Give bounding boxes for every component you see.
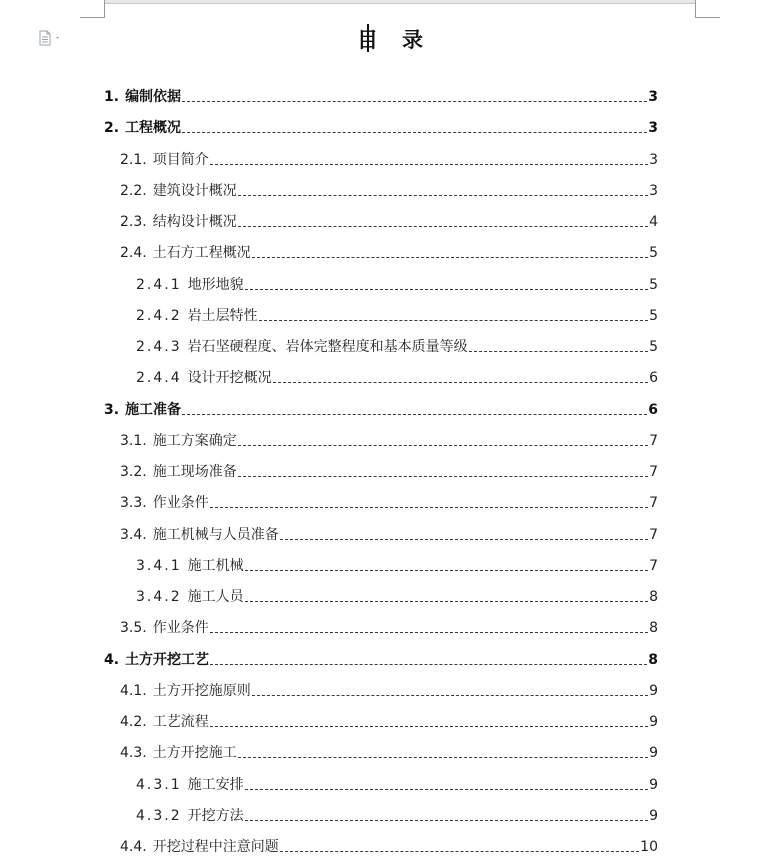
toc-entry-number: 2.3. [120, 214, 147, 230]
toc-entry-text: 施工方案确定 [152, 433, 237, 449]
toc-entry[interactable] [136, 774, 658, 794]
toc-entry[interactable] [120, 742, 658, 762]
toc-entry-text: 作业条件 [152, 620, 209, 636]
toc-entry-label [120, 682, 251, 700]
toc-entry[interactable] [120, 149, 658, 169]
toc-leader-line [210, 632, 648, 633]
toc-entry-text: 施工准备 [125, 402, 182, 418]
toc-page-number: 9 [649, 745, 658, 761]
toc-entry-text: 建筑设计概况 [152, 183, 237, 199]
toc-entry-label [136, 338, 468, 356]
toc-entry[interactable] [136, 555, 658, 575]
toc-page-number: 3 [648, 120, 658, 136]
toc-page-number: 5 [649, 277, 658, 293]
toc-entry-label [120, 463, 237, 481]
title-char-second: 录 [402, 27, 425, 52]
toc-page-number: 8 [648, 652, 658, 668]
toc-entry-number: 4. [104, 652, 120, 668]
toc-entry[interactable] [104, 86, 658, 106]
toc-leader-line [245, 820, 648, 821]
toc-page-number: 7 [649, 495, 658, 511]
toc-entry-number: 4.3.1 [136, 777, 182, 793]
toc-leader-line [210, 164, 648, 165]
toc-entry[interactable] [120, 180, 658, 200]
toc-entry-text: 开挖方法 [187, 808, 244, 824]
toc-entry-number: 3.4.1 [136, 558, 182, 574]
toc-entry[interactable] [104, 399, 658, 419]
toc-entry-text: 作业条件 [152, 495, 209, 511]
title-char-first: 目 [357, 27, 380, 52]
toc-page-number: 10 [640, 839, 658, 855]
toc-entry-label [120, 213, 237, 231]
toc-entry-number: 3.1. [120, 433, 147, 449]
toc-entry-number: 2.4.3 [136, 339, 182, 355]
toc-leader-line [273, 382, 648, 383]
toc-entry-label [136, 588, 244, 606]
toc-entry-text: 施工现场准备 [152, 464, 237, 480]
toc-entry-number: 3.4.2 [136, 589, 182, 605]
toc-page-number: 3 [649, 183, 658, 199]
toc-entry[interactable] [120, 461, 658, 481]
toc-entry-label [120, 182, 237, 200]
toc-leader-line [245, 570, 648, 571]
toc-entry-text: 岩土层特性 [187, 308, 258, 324]
toc-entry[interactable] [120, 524, 658, 544]
toc-entry-label [120, 494, 209, 512]
toc-entry-text: 施工人员 [187, 589, 244, 605]
toc-entry[interactable] [136, 805, 658, 825]
toc-page-number: 3 [648, 89, 658, 105]
toc-entry-label [136, 557, 244, 575]
toc-leader-line [259, 320, 648, 321]
toc-page-number: 5 [649, 308, 658, 324]
toc-leader-line [245, 601, 648, 602]
toc-entry-label [120, 713, 209, 731]
toc-entry-label [120, 744, 237, 762]
toc-entry-label [120, 526, 279, 544]
toc-entry-label [136, 807, 244, 825]
toc-entry-text: 土方开挖施原则 [152, 683, 251, 699]
toc-entry-text: 土方开挖施工 [152, 745, 237, 761]
toc-entry[interactable] [136, 336, 658, 356]
toc-entry[interactable] [120, 680, 658, 700]
toc-leader-line [238, 195, 648, 196]
toc-leader-line [182, 414, 647, 415]
toc-page-number: 5 [649, 245, 658, 261]
toc-entry-text: 土石方工程概况 [152, 245, 251, 261]
toc-entry-label [120, 151, 209, 169]
toc-entry-label [104, 119, 181, 137]
toc-page-number: 9 [649, 714, 658, 730]
toc-entry-text: 设计开挖概况 [187, 370, 272, 386]
toc-entry-text: 编制依据 [125, 89, 182, 105]
toc-entry[interactable] [104, 649, 658, 669]
toc-leader-line [245, 789, 648, 790]
toc-entry[interactable] [120, 211, 658, 231]
toc-entry-number: 2.4.2 [136, 308, 182, 324]
toc-entry-text: 岩石坚硬程度、岩体完整程度和基本质量等级 [187, 339, 468, 355]
toc-entry-text: 地形地貌 [187, 277, 244, 293]
toc-entry-text: 施工机械与人员准备 [152, 527, 279, 543]
toc-entry[interactable] [120, 242, 658, 262]
toc-entry-text: 施工机械 [187, 558, 244, 574]
toc-leader-line [210, 726, 648, 727]
toc-page-number: 7 [649, 527, 658, 543]
toc-entry[interactable] [104, 117, 658, 137]
toc-leader-line [210, 507, 648, 508]
toc-page-number: 9 [649, 808, 658, 824]
toc-entry-label [104, 651, 209, 669]
toc-entry-label [120, 619, 209, 637]
toc-entry-number: 3. [104, 402, 120, 418]
toc-entry-text: 土方开挖工艺 [125, 652, 210, 668]
toc-page-number: 4 [649, 214, 658, 230]
toc-page-number: 8 [649, 589, 658, 605]
toc-page-number: 8 [649, 620, 658, 636]
toc-entry-number: 2.1. [120, 152, 147, 168]
toc-entry-number: 3.5. [120, 620, 147, 636]
toc-leader-line [280, 539, 648, 540]
toc-page-number: 9 [649, 683, 658, 699]
toc-entry[interactable] [120, 711, 658, 731]
toc-page-number: 3 [649, 152, 658, 168]
toc-page-number: 6 [649, 370, 658, 386]
toc-leader-line [469, 351, 648, 352]
toc-entry[interactable] [136, 305, 658, 325]
toc-entry-number: 3.3. [120, 495, 147, 511]
toc-entry[interactable] [120, 836, 658, 856]
toc-entry[interactable] [120, 430, 658, 450]
toc-entry-number: 4.3. [120, 745, 147, 761]
toc-leader-line [238, 445, 648, 446]
toc-entry-label [104, 88, 181, 106]
toc-leader-line [238, 757, 648, 758]
toc-leader-line [238, 226, 648, 227]
toc-page-number: 6 [648, 402, 658, 418]
toc-leader-line [245, 289, 648, 290]
toc-page-number: 7 [649, 464, 658, 480]
toc-entry-number: 2.2. [120, 183, 147, 199]
toc-entry-number: 1. [104, 89, 120, 105]
toc-entry-text: 结构设计概况 [152, 214, 237, 230]
toc-entry-number: 2.4. [120, 245, 147, 261]
toc-entry-text: 施工安排 [187, 777, 244, 793]
toc-entry-number: 4.4. [120, 839, 147, 855]
toc-entry-label [120, 432, 237, 450]
toc-entry-label [120, 244, 251, 262]
toc-entry-number: 2. [104, 120, 120, 136]
toc-entry-label [136, 369, 272, 387]
toc-entry-label [120, 838, 279, 856]
toc-entry-text: 开挖过程中注意问题 [152, 839, 279, 855]
toc-entry-number: 2.4.4 [136, 370, 182, 386]
toc-entry-text: 工程概况 [125, 120, 182, 136]
toc-entry-label [104, 401, 181, 419]
toc-leader-line [280, 851, 639, 852]
toc-entry-number: 4.3.2 [136, 808, 182, 824]
toc-entry-number: 2.4.1 [136, 277, 182, 293]
toc-page-number: 7 [649, 433, 658, 449]
toc-leader-line [252, 257, 648, 258]
toc-page-number: 5 [649, 339, 658, 355]
toc-entry[interactable] [136, 367, 658, 387]
toc-entry-label [136, 776, 244, 794]
toc-leader-line [182, 101, 647, 102]
toc-leader-line [238, 476, 648, 477]
toc-entry-text: 工艺流程 [152, 714, 209, 730]
toc-entry[interactable] [120, 492, 658, 512]
toc-entry-number: 4.2. [120, 714, 147, 730]
toc-page-number: 9 [649, 777, 658, 793]
toc-leader-line [182, 132, 647, 133]
toc-leader-line [210, 664, 647, 665]
toc-entry-number: 4.1. [120, 683, 147, 699]
toc-entry-label [136, 307, 258, 325]
toc-entry-number: 3.2. [120, 464, 147, 480]
toc-entry-text: 项目简介 [152, 152, 209, 168]
toc-entry[interactable] [120, 617, 658, 637]
toc-entry[interactable] [136, 274, 658, 294]
toc-entry-number: 3.4. [120, 527, 147, 543]
toc-page-number: 7 [649, 558, 658, 574]
toc-entry[interactable] [136, 586, 658, 606]
toc-leader-line [252, 695, 648, 696]
toc-entry-label [136, 276, 244, 294]
